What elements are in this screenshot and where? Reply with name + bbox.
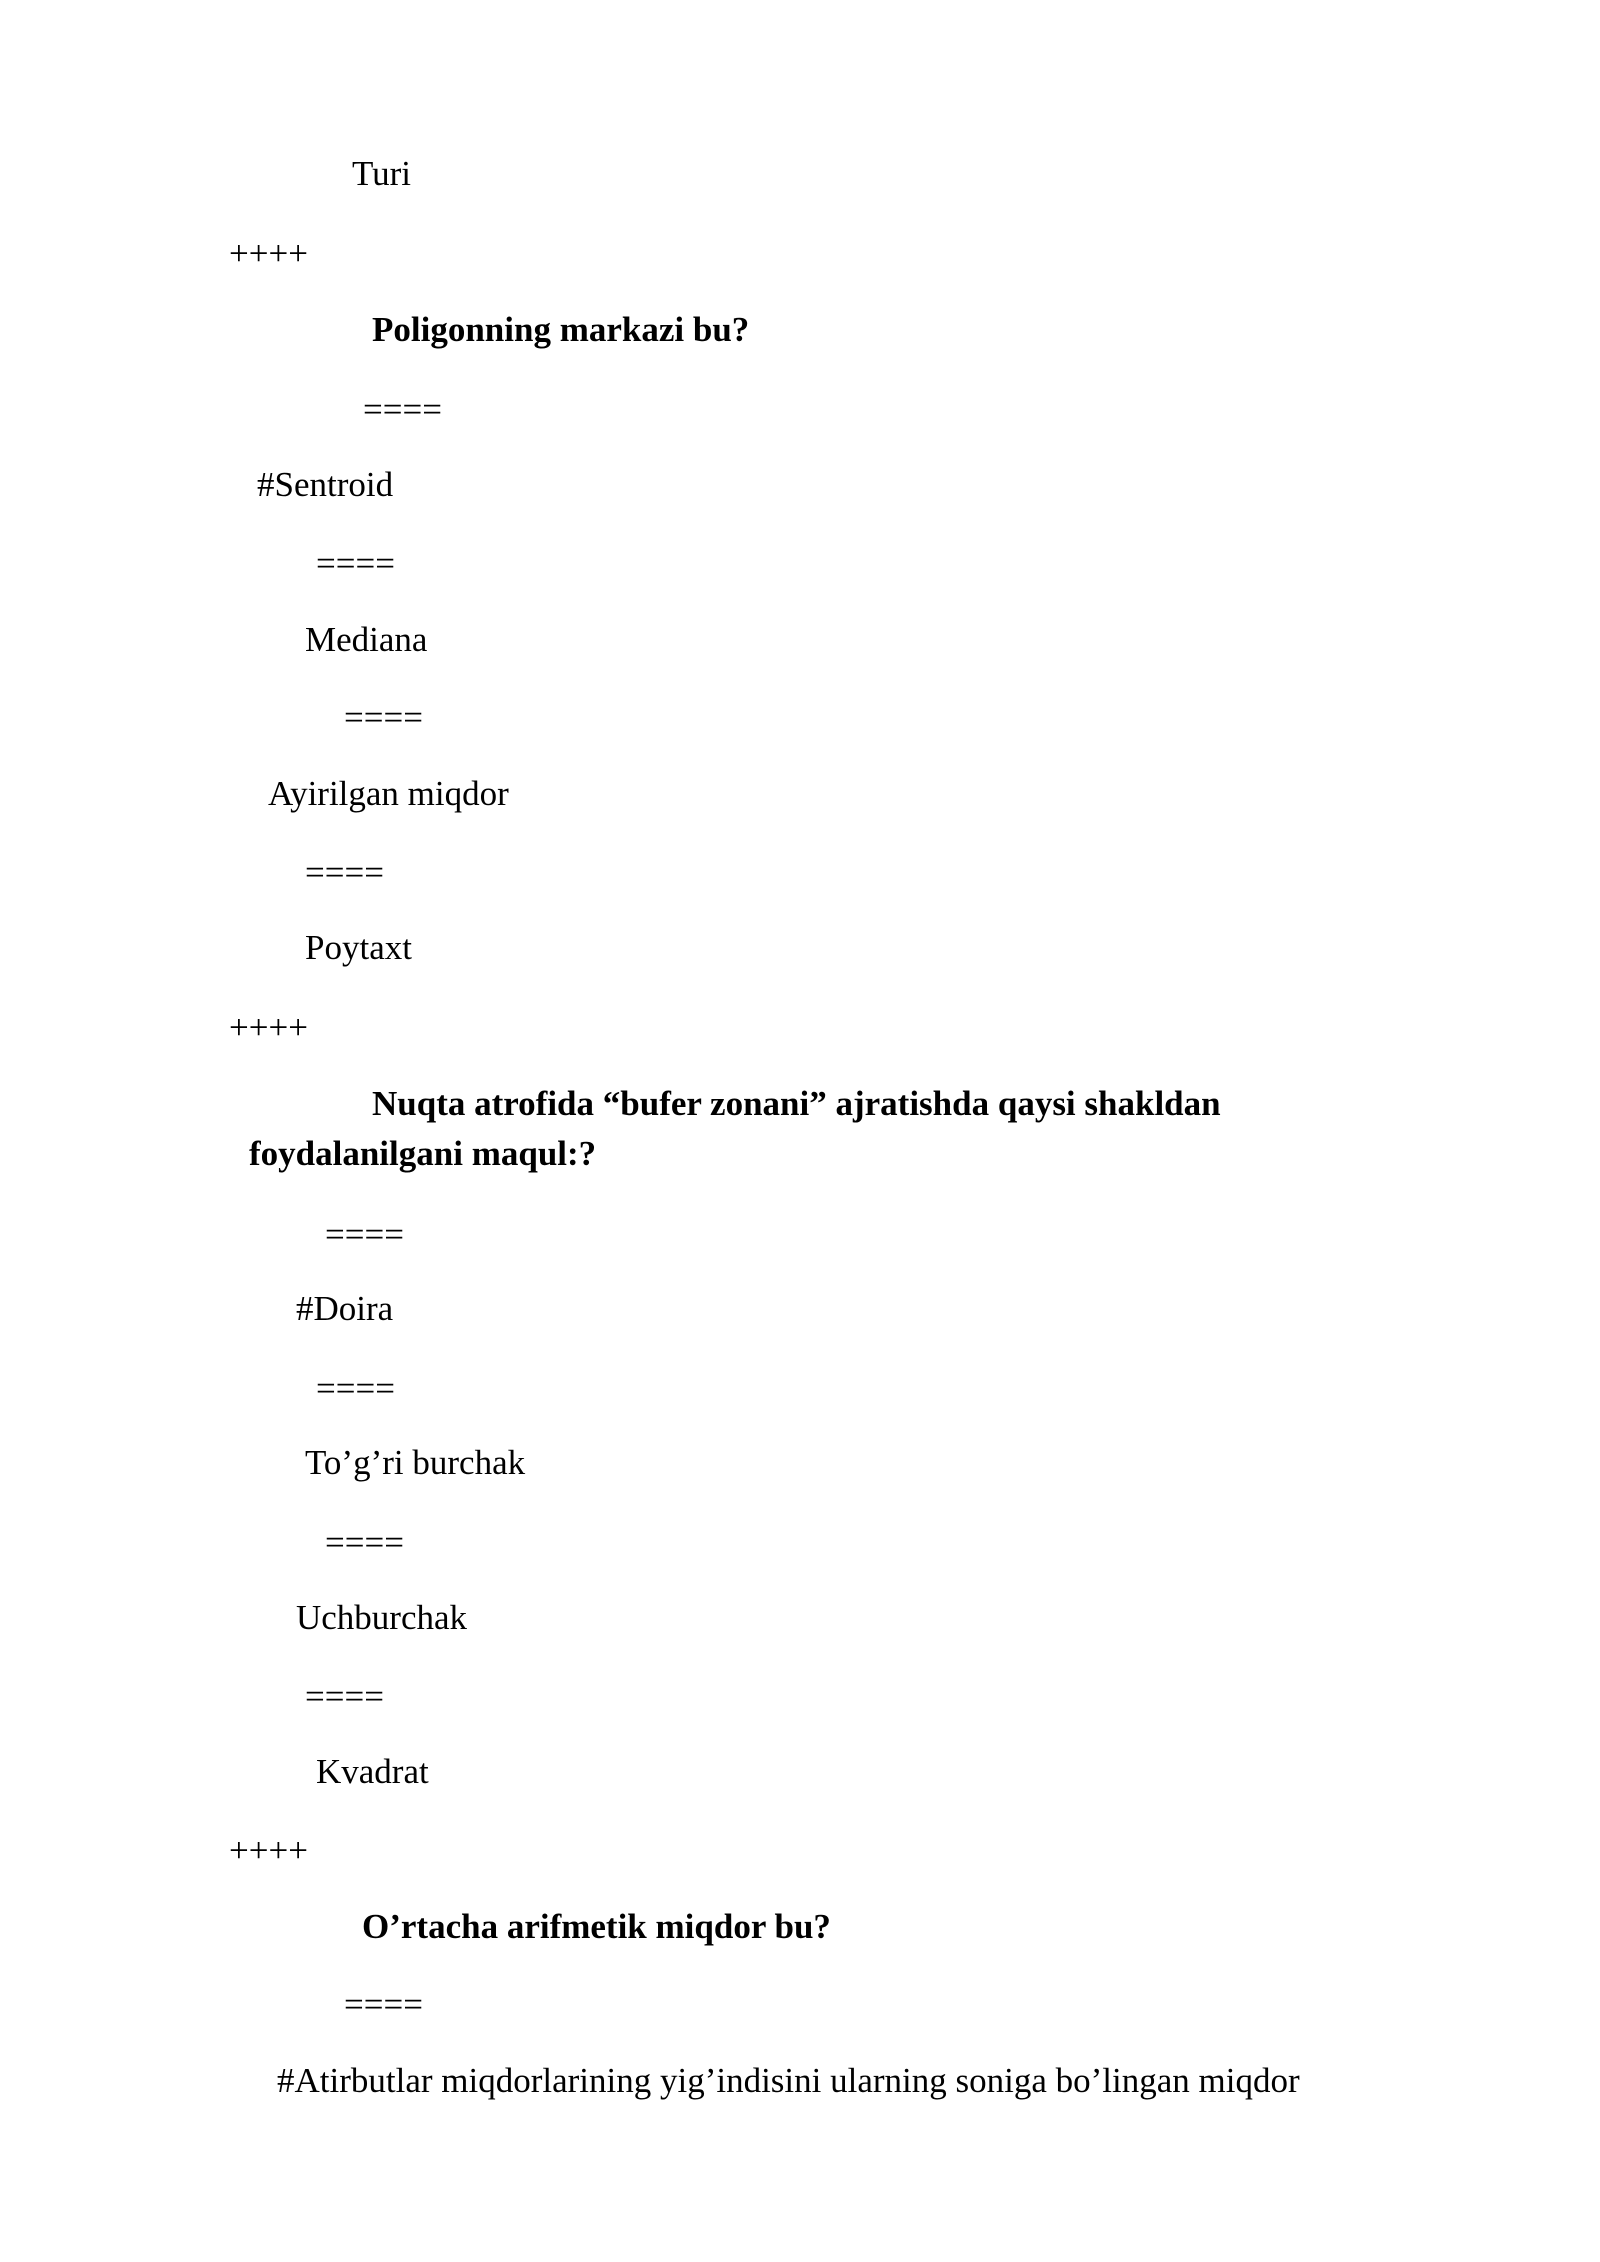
correct-answer-option: #Atirbutlar miqdorlarining yig’indisini ularning soniga bo’lingan miqdor <box>277 2061 1300 2100</box>
option-separator: ==== <box>344 698 423 737</box>
option-separator: ==== <box>305 853 384 892</box>
option-separator: ==== <box>305 1677 384 1716</box>
question-separator: ++++ <box>229 234 308 273</box>
answer-option: Uchburchak <box>296 1598 468 1637</box>
option-separator: ==== <box>316 1369 395 1408</box>
answer-option: Ayirilgan miqdor <box>268 774 509 813</box>
question-title-line-2: foydalanilgani maqul:? <box>249 1134 597 1173</box>
answer-option: Poytaxt <box>305 928 412 967</box>
question-title: O’rtacha arifmetik miqdor bu? <box>362 1907 831 1946</box>
question-separator: ++++ <box>229 1008 308 1047</box>
option-separator: ==== <box>363 390 442 429</box>
question-separator: ++++ <box>229 1831 308 1870</box>
correct-answer-option: #Doira <box>296 1289 394 1328</box>
question-title-line-1: Nuqta atrofida “bufer zonani” ajratishda qaysi shakldan <box>372 1084 1221 1123</box>
option-separator: ==== <box>344 1985 423 2024</box>
answer-option: To’g’ri burchak <box>305 1443 526 1482</box>
option-separator: ==== <box>325 1215 404 1254</box>
option-separator: ==== <box>316 544 395 583</box>
answer-option-text: Turi <box>352 154 412 193</box>
question-title: Poligonning markazi bu? <box>372 310 750 349</box>
answer-option: Mediana <box>305 620 428 659</box>
answer-option: Kvadrat <box>316 1752 429 1791</box>
correct-answer-option: #Sentroid <box>257 465 394 504</box>
option-separator: ==== <box>325 1523 404 1562</box>
